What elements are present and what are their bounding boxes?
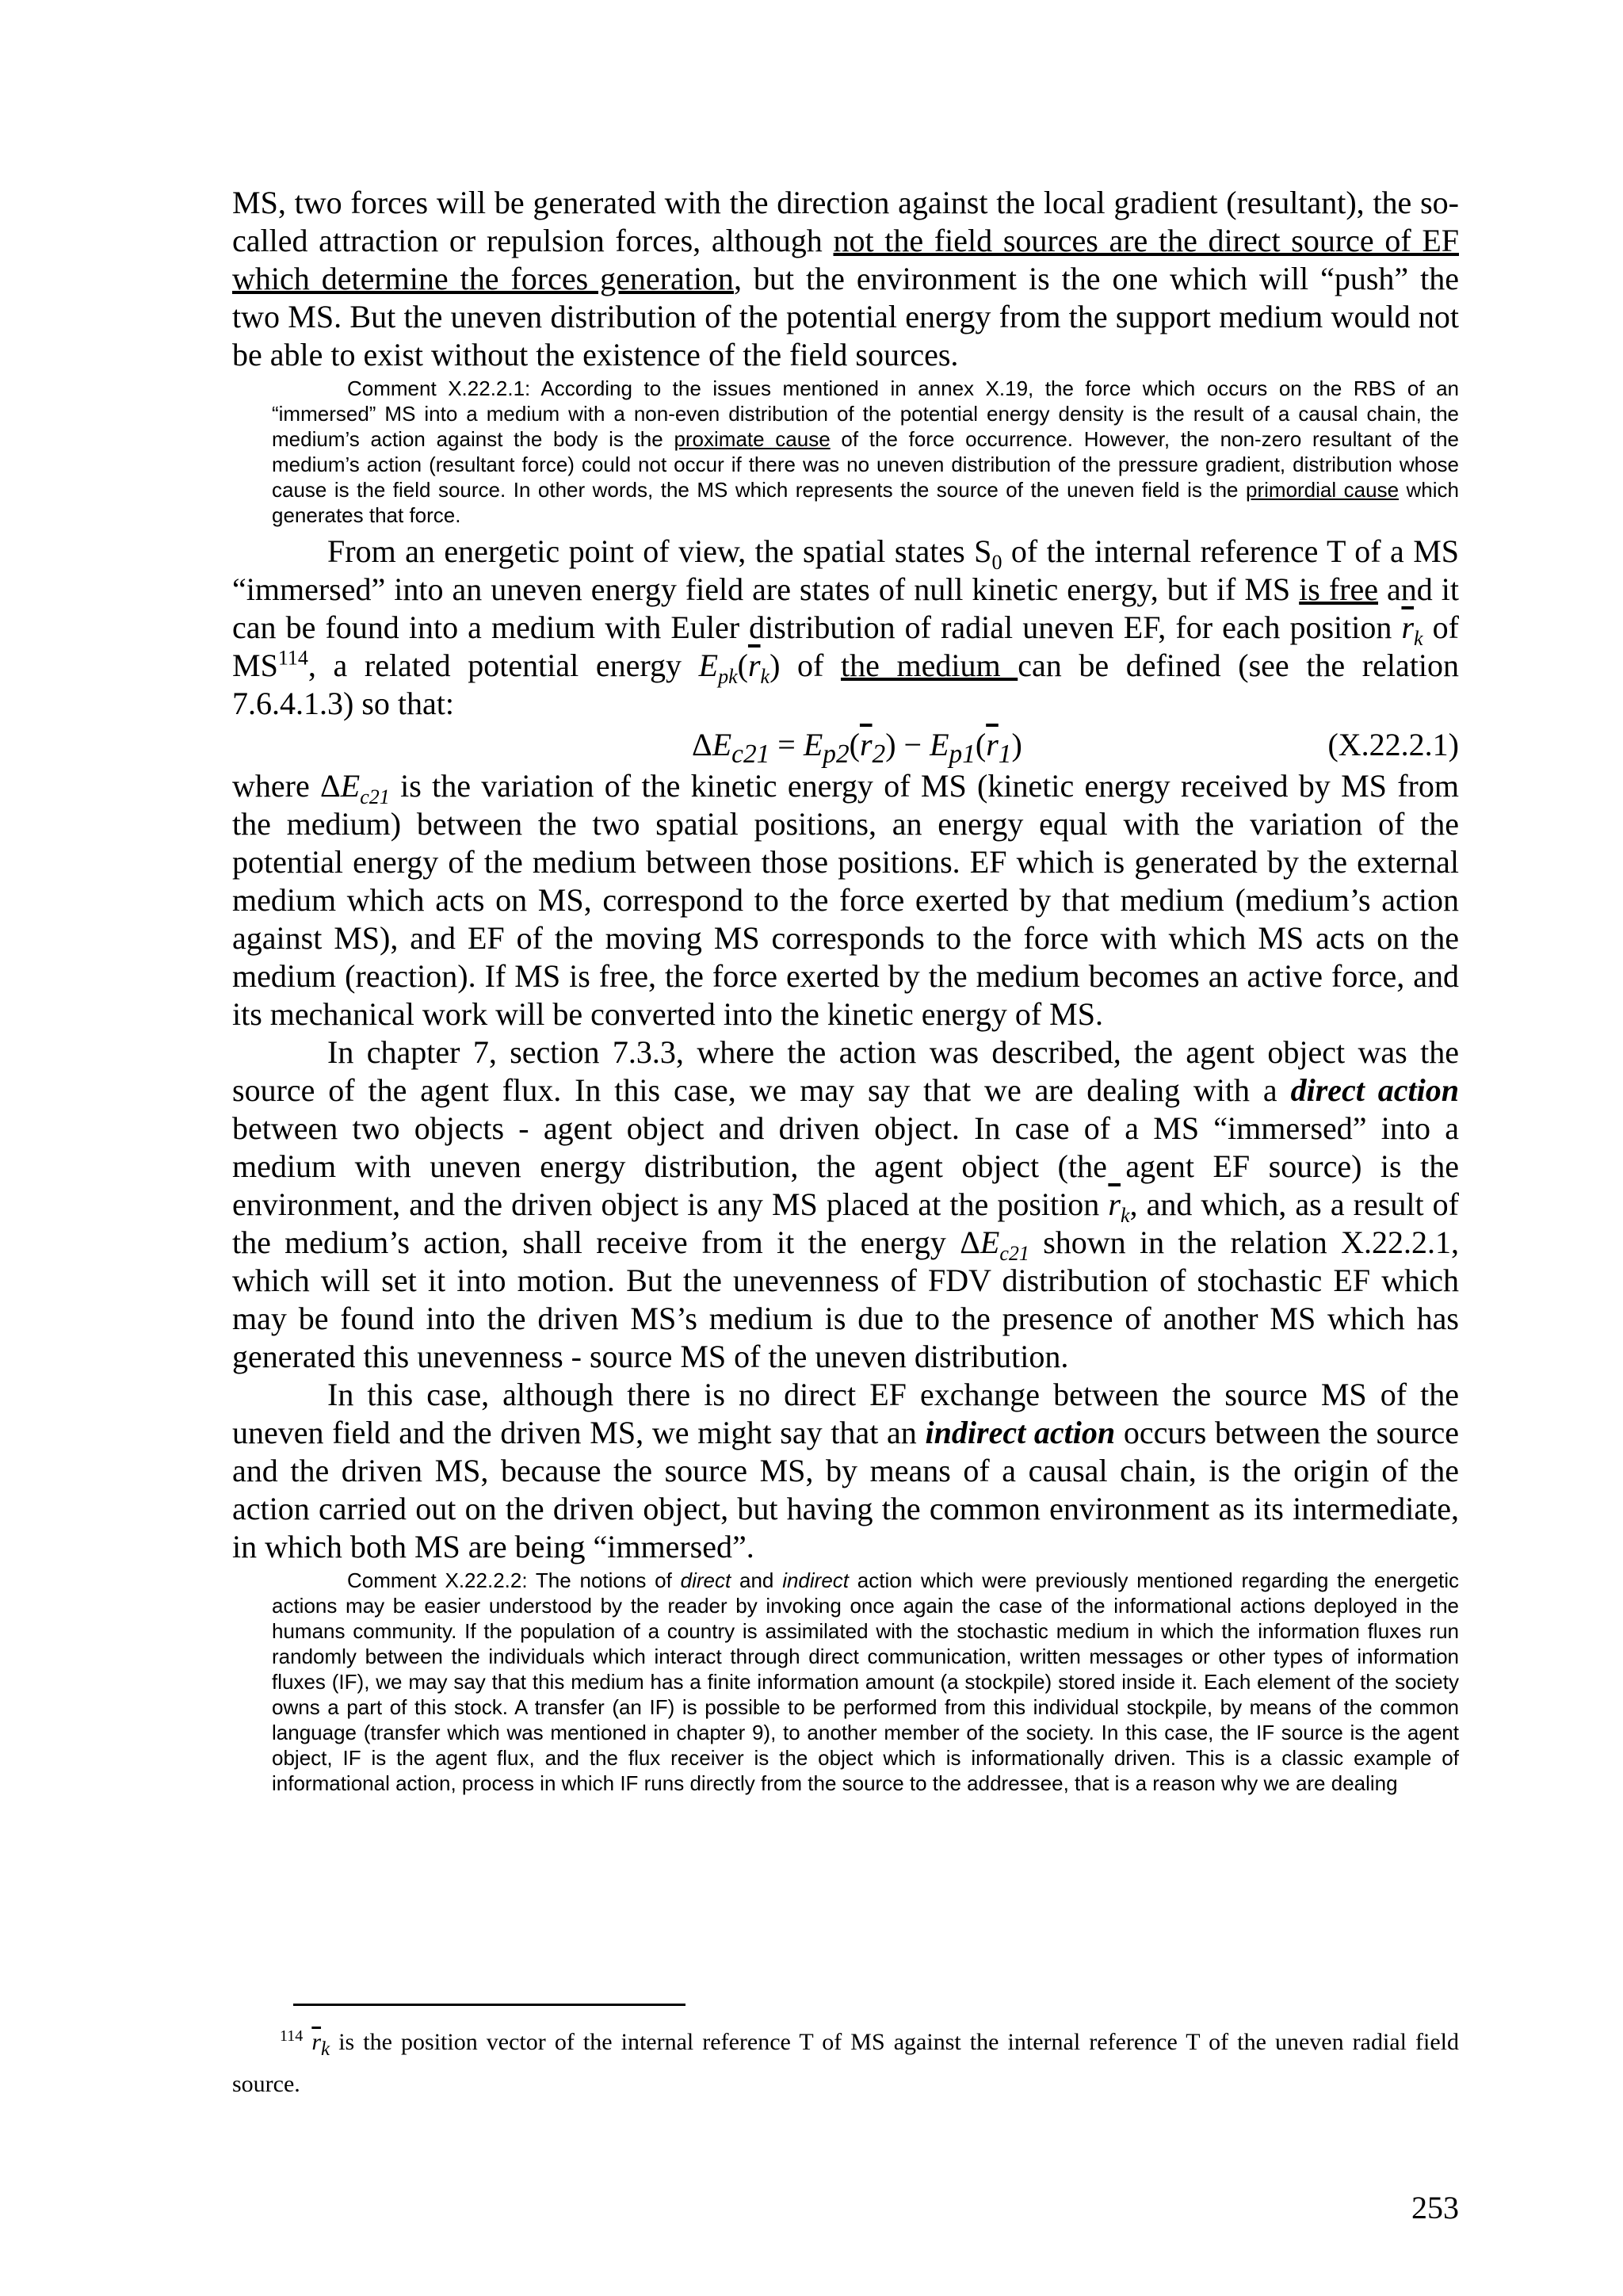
equation-x-22-2-1 — [232, 723, 1459, 767]
emphasis-indirect-action: indirect action — [925, 1415, 1116, 1450]
underlined-term: proximate cause — [674, 427, 831, 451]
kinetic-energy-variation-symbol: $\Delta E_{c21}$ — [960, 1224, 1029, 1265]
underlined-text: the medium — [840, 648, 1018, 683]
footnote-divider — [293, 2004, 685, 2006]
underlined-term: primordial cause — [1246, 478, 1400, 502]
paragraph-3: where $\Delta E_{c21}$ is the variation of the kinetic energy of MS (kinetic energy received by MS from the medium) between the two spatial positions, an energy equal with the variation of the potential energy of the medium between those positions. EF which is generated by the external medium which acts on MS, correspond to the force exerted by that medium (medium’s action against MS), and EF of the moving MS corresponds to the force with which MS acts on the medium (reaction). If MS is free, the force exerted by the medium becomes an active force, and its mechanical work will be converted into the kinetic energy of MS. — [232, 768, 1459, 1032]
paragraph-5: In this case, although there is no direct EF exchange between the source MS of the uneven field and the driven MS, we might say that an indirect action occurs between the source and the driven MS, because the source MS, by means of a causal chain, is the origin of the action carried out on the driven object, but having the common environment as its intermediate, in which both MS are being “immersed”. — [232, 1377, 1460, 1564]
underlined-text: not the field sources are the direct source of EF which determine the forces generation — [232, 223, 1460, 296]
comment-x-22-2-1: Comment X.22.2.1: According to the issues mentioned in annex X.19, the force which occurs on the RBS of an “immersed” MS into a medium with a non-even distribution of the potential energy density is the result of a causal chain, the medium’s action against the body is the proximate cause of the force occurrence. However, the non-zero resultant of the medium’s action (resultant force) could not occur if there was no uneven distribution of the pressure gradient, distribution whose cause is the field source. In other words, the MS which represents the source of the uneven field is the primordial cause which generates that force. — [272, 376, 1459, 527]
comment-x-22-2-2: Comment X.22.2.2: The notions of direct and indirect action which were previously mentioned regarding the energetic actions may be easier understood by the reader by invoking once again the case of the informational actions deployed in the humans community. If the population of a country is assimilated with the stochastic medium in which the information fluxes run randomly between the individuals which interact through direct communication, written messages or other types of information fluxes (IF), we may say that this medium has a finite information amount (a stockpile) stored inside it. Each element of the society owns a part of this stock. A transfer (an IF) is possible to be performed from this individual stockpile, by means of the common language (transfer which was mentioned in chapter 9), to another member of the society. In this case, the IF source is the agent object, IF is the agent flux, and the flux receiver is the object which is informationally driven. This is a classic example of informational action, process in which IF runs directly from the source to the addressee, that is a reason why we are dealing — [272, 1568, 1460, 1795]
kinetic-energy-variation-symbol: $\Delta E_{c21}$ — [320, 768, 390, 808]
emphasis-direct-action: direct action — [1290, 1072, 1459, 1108]
position-vector-symbol: $\overline{r}_k$ — [311, 2029, 330, 2060]
paragraph-1: MS, two forces will be generated with the direction against the local gradient (resultant), the so-called attraction or repulsion forces, although not the field sources are the direct source of EF which determine the forces generation, but the environment is the one which will “push” the two MS. But the uneven distribution of the potential energy from the support medium would not be able to exist without the existence of the field sources. — [232, 185, 1460, 372]
footnote-ref: 114 — [277, 646, 308, 670]
equation-number: (X.22.2.1) — [1327, 727, 1459, 762]
footnote-114: $^{114}$ $\overline{r}_k$ is the position vector of the internal reference T of MS against the internal reference T of the uneven radial field source. — [232, 2027, 1460, 2097]
potential-energy-symbol: $E_{pk}(\overline{r}_k)$ — [698, 648, 781, 688]
position-vector-symbol: $\overline{r}_k$ — [1108, 1186, 1130, 1227]
underlined-text: is free — [1299, 571, 1379, 607]
footnote-number: 114 — [280, 2027, 304, 2045]
page-body — [232, 184, 1459, 1801]
paragraph-4: In chapter 7, section 7.3.3, where the action was described, the agent object was the source of the agent flux. In this case, we may say that we are dealing with a direct action between two objects - agent object and driven object. In case of a MS “immersed” into a medium with uneven energy distribution, the agent object (the agent EF source) is the environment, and the driven object is any MS placed at the position $\overline{r}_k$, and which, as a result of the medium’s action, shall receive from it the energy $\Delta E_{c21}$ shown in the relation X.22.2.1, which will set it into motion. But the unevenness of FDV distribution of stochastic EF which may be found into the driven MS’s medium is due to the presence of another MS which has generated this unevenness - source MS of the uneven distribution. — [232, 1034, 1459, 1374]
equation-body: $\Delta E_{c21} = E_{p2}(\overline{r}_2) - E_{p1}(\overline{r}_1)$ — [692, 727, 1022, 769]
page-number: 253 — [1411, 2190, 1459, 2225]
paragraph-2: From an energetic point of view, the spatial states $S_0$ of the internal reference T of a MS “immersed” into an uneven energy field are states of null kinetic energy, but if MS is free and it can be found into a medium with Euler distribution of radial uneven EF, for each position $\overline{r}_k$ of MS$^{114}$, a related potential energy $E_{pk}(\overline{r}_k)$ of the medium can be defined (see the relation 7.6.4.1.3) so that: — [232, 533, 1460, 721]
position-vector-symbol: $\overline{r}_k$ — [1401, 609, 1423, 650]
